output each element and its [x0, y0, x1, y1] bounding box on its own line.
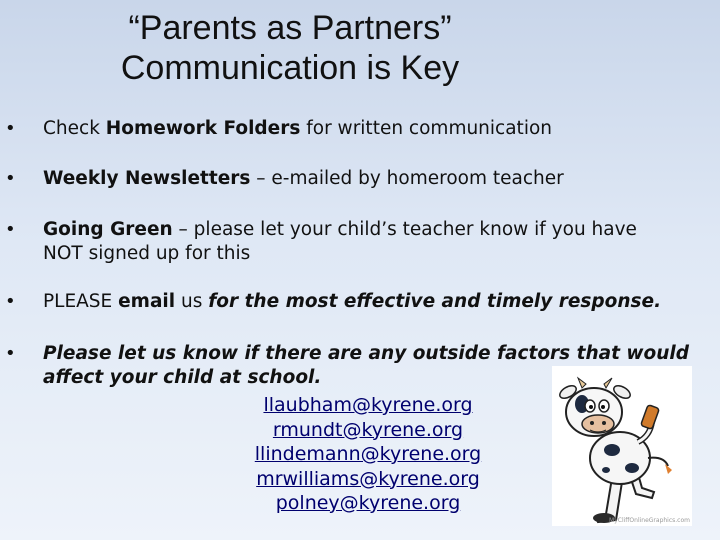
bullet-text: PLEASE — [43, 291, 119, 312]
bullet-bold-text: email — [118, 291, 176, 312]
bullet-text: – e-mailed by homeroom teacher — [250, 168, 564, 189]
bullet-dot-icon: • — [5, 168, 16, 189]
bullet-text: – please let your child’s teacher know if you have — [172, 219, 637, 240]
bullet-text: us — [175, 291, 209, 312]
email-link-olney[interactable]: polney@kyrene.org — [275, 492, 461, 514]
bullet-bold-text: Weekly Newsletters — [43, 168, 251, 189]
email-link-laubham[interactable]: llaubham@kyrene.org — [263, 394, 473, 416]
bullet-text: Check — [43, 118, 106, 139]
bullet-bold-italic-text: for the most effective and timely response. — [208, 291, 662, 312]
email-link-mundt[interactable]: rmundt@kyrene.org — [272, 418, 464, 441]
title-line-2: Communication is Key — [120, 49, 460, 87]
bullet-dot-icon: • — [5, 343, 16, 364]
bullet-bold-text: Homework Folders — [105, 118, 301, 139]
bullet-dot-icon: • — [5, 118, 16, 139]
teacher-email-list — [218, 393, 518, 516]
email-link-williams[interactable]: mrwilliams@kyrene.org — [256, 467, 480, 490]
email-link-lindemann[interactable]: llindemann@kyrene.org — [254, 443, 482, 465]
cow-on-phone-icon — [552, 366, 692, 526]
bullet-text: for written communication — [300, 118, 552, 139]
title-line-1: “Parents as Partners” — [128, 9, 452, 47]
bullet-dot-icon: • — [5, 219, 16, 240]
bullet-dot-icon: • — [5, 291, 16, 312]
bullet-bold-italic-text: Please let us know if there are any outside factors that would — [43, 343, 689, 364]
bullet-bold-text: Going Green — [43, 219, 173, 240]
bullet-text: NOT signed up for this — [43, 243, 251, 264]
bullet-bold-italic-text: affect your child at school. — [43, 367, 322, 388]
clipart-credit: MyCliffOnlineGraphics.com — [609, 517, 690, 524]
